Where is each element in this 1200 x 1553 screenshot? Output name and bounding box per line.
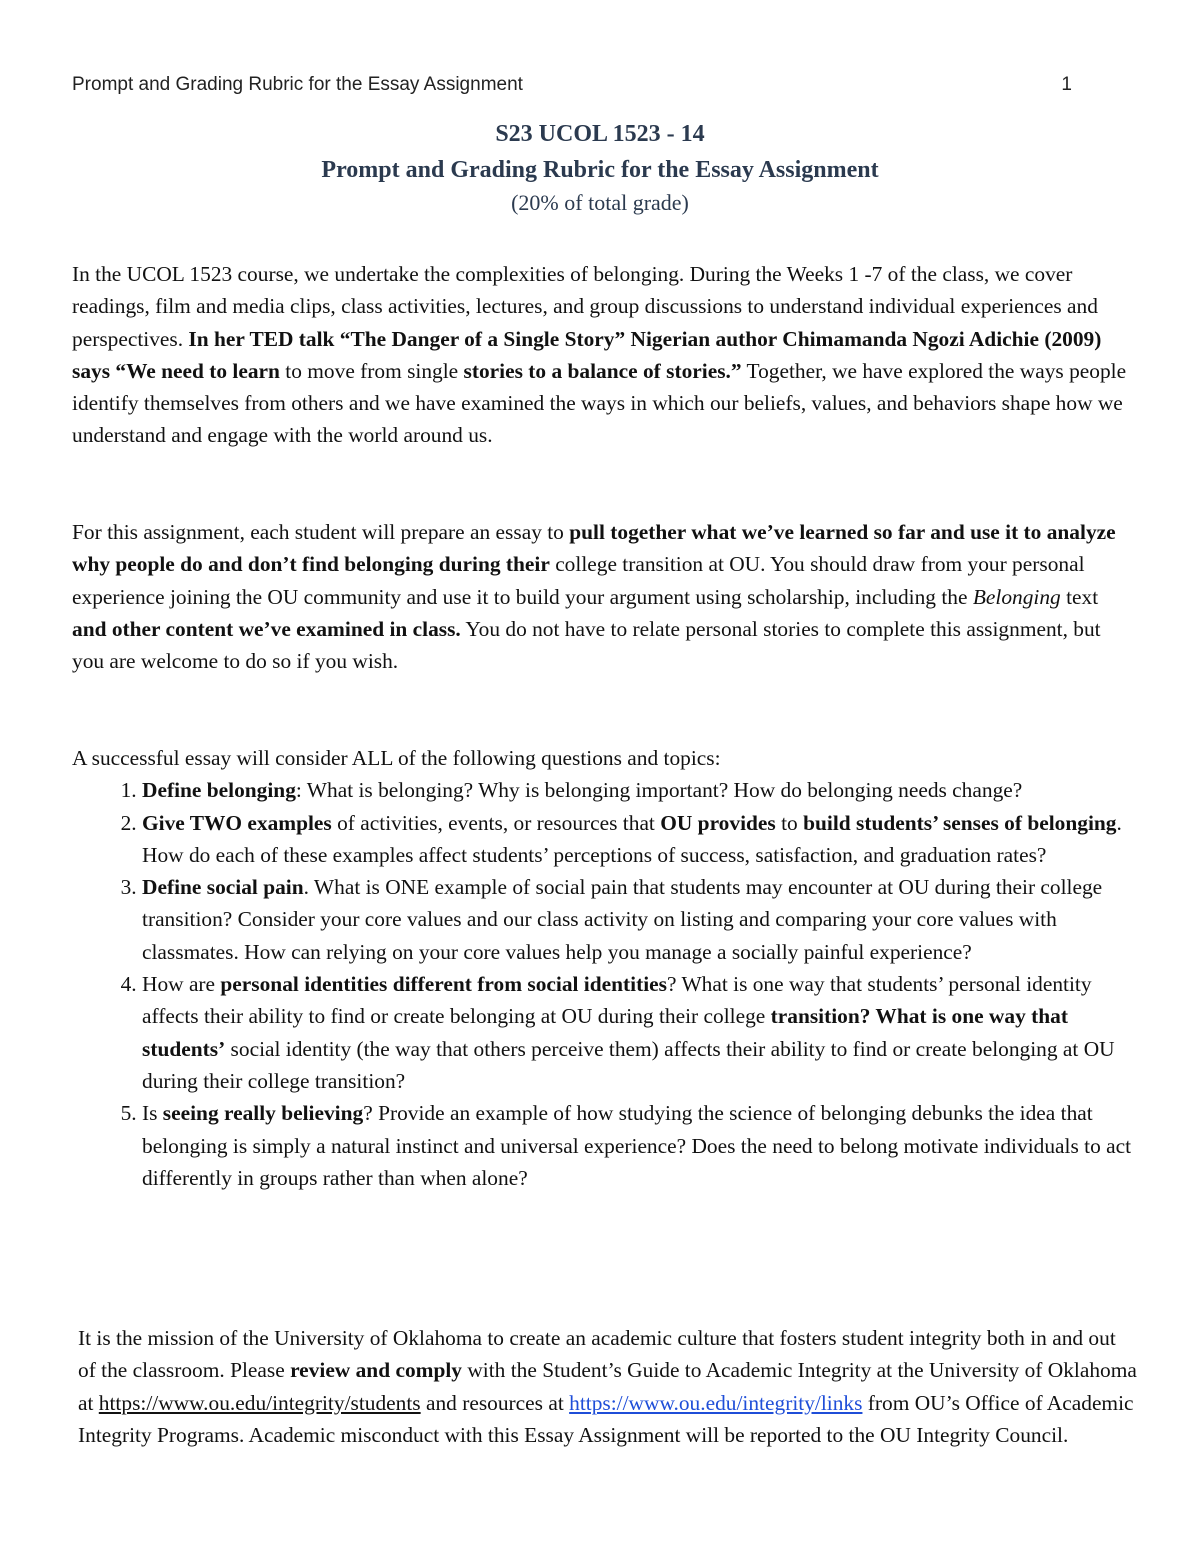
list-item: 3. Define social pain. What is ONE example of social pain that students may encounter at OU during their college transition? Consider your core values and our class activity on listing and comparing your core values with classmates. How can relying on your core values help you manage a socially painful experience?: [142, 871, 1132, 968]
title-block: [0, 118, 1200, 218]
list-item: 1. Define belonging: What is belonging? Why is belonging important? How do belonging needs change?: [142, 774, 1132, 806]
course-title: S23 UCOL 1523 - 14: [495, 121, 705, 147]
questions-lead: A successful essay will consider ALL of the following questions and topics:: [72, 746, 721, 770]
document-title: Prompt and Grading Rubric for the Essay Assignment: [321, 157, 879, 183]
integrity-students-link[interactable]: https://www.ou.edu/integrity/students: [98, 1390, 421, 1415]
running-header: [72, 74, 1072, 96]
assignment-paragraph: For this assignment, each student will prepare an essay to pull together what we’ve learned so far and use it to analyze why people do and don’t find belonging during their college transition at OU. You should draw from your personal experience joining the OU community and use it to build your argument using scholarship, including the Belonging text and other content we’ve examined in class. You do not have to relate personal stories to complete this assignment, but you are welcome to do so if you wish.: [72, 520, 1116, 674]
integrity-paragraph: It is the mission of the University of Oklahoma to create an academic culture that fosters student integrity both in and out of the classroom. Please review and comply with the Student’s Guide to Academic Integrity at the University of Oklahoma at https://www.ou.edu/integrity/students and resources at https://www.ou.edu/integrity/links from OU’s Office of Academic Integrity Programs. Academic misconduct with this Essay Assignment will be reported to the OU Integrity Council.: [78, 1326, 1137, 1447]
list-item: 4. How are personal identities different from social identities? What is one way that students’ personal identity affects their ability to find or create belonging at OU during their college transition? What is one way that students’ social identity (the way that others perceive them) affects their ability to find or create belonging at OU during their college transition?: [142, 968, 1132, 1097]
questions-section: [72, 742, 1132, 1194]
grade-weight: (20% of total grade): [511, 190, 689, 215]
integrity-links-link[interactable]: https://www.ou.edu/integrity/links: [569, 1390, 863, 1415]
page-number: 1: [1061, 74, 1072, 95]
questions-list: [72, 774, 1132, 1194]
list-item: 2. Give TWO examples of activities, events, or resources that OU provides to build students’ senses of belonging. How do each of these examples affect students’ perceptions of success, satisfaction, and graduation rates?: [142, 807, 1132, 872]
list-item: 5. Is seeing really believing? Provide an example of how studying the science of belonging debunks the idea that belonging is simply a natural instinct and universal experience? Does the need to belong motivate individuals to act differently in groups rather than when alone?: [142, 1097, 1132, 1194]
running-header-title: Prompt and Grading Rubric for the Essay Assignment: [72, 74, 523, 95]
intro-paragraph: In the UCOL 1523 course, we undertake the complexities of belonging. During the Weeks 1 -7 of the class, we cover readings, film and media clips, class activities, lectures, and group discussions to understand individual experiences and perspectives. In her TED talk “The Danger of a Single Story” Nigerian author Chimamanda Ngozi Adichie (2009) says “We need to learn to move from single stories to a balance of stories.” Together, we have explored the ways people identify themselves from others and we have examined the ways in which our beliefs, values, and behaviors shape how we understand and engage with the world around us.: [72, 262, 1127, 448]
